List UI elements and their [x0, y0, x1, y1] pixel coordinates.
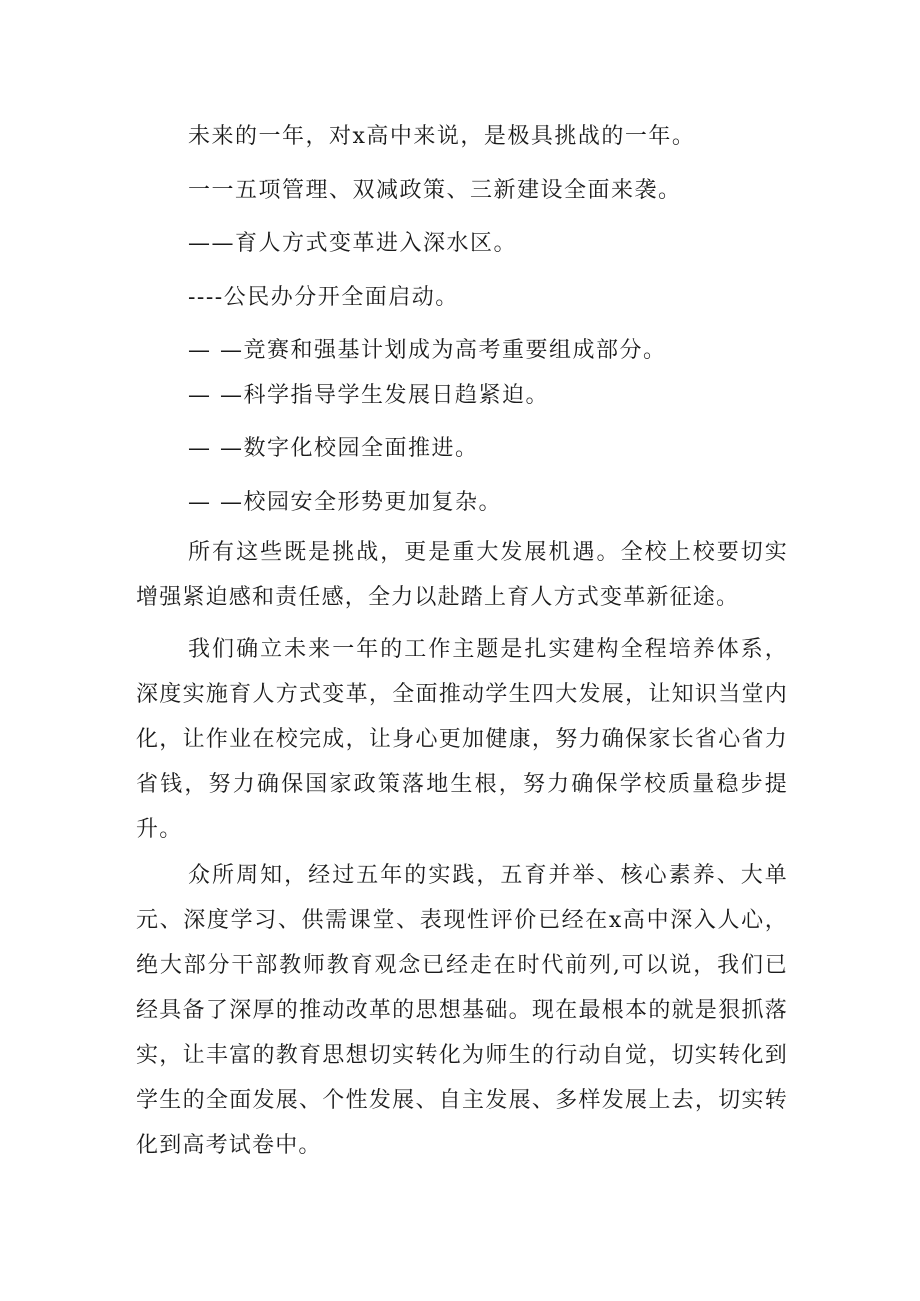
dash-item: 一一五项管理、双减政策、三新建设全面来袭。: [188, 178, 682, 203]
dash-item: — —竞赛和强基计划成为高考重要组成部分。: [188, 338, 667, 363]
dash-item: — —数字化校园全面推进。: [188, 436, 479, 461]
dash-item: ——育人方式变革进入深水区。: [188, 231, 518, 256]
dash-item: — —科学指导学生发展日趋紧迫。: [188, 383, 549, 408]
dash-item: ----公民办分开全面启动。: [188, 285, 459, 310]
body-paragraph: 众所周知，经过五年的实践，五育并举、核心素养、大单元、深度学习、供需课堂、表现性评价已经在x高中深入人心，绝大部分干部教师教育观念已经走在时代前列,可以说，我们已经具备了深厚的推动改革的思想基础。现在最根本的就是狠抓落实，让丰富的教育思想切实转化为师生的行动自觉，切实转化到学生的全面发展、个性发展、自主发展、多样发展上去，切实转化到高考试卷中。: [136, 863, 788, 1158]
dash-item: — —校园安全形势更加复杂。: [188, 490, 502, 515]
body-paragraph: 我们确立未来一年的工作主题是扎实建构全程培养体系，深度实施育人方式变革，全面推动学生四大发展，让知识当堂内化，让作业在校完成，让身心更加健康，努力确保家长省心省力省钱，努力确保国家政策落地生根，努力确保学校质量稳步提升。: [136, 637, 788, 842]
intro-line: 未来的一年，对x高中来说，是极具挑战的一年。: [188, 124, 696, 149]
body-paragraph: 所有这些既是挑战，更是重大发展机遇。全校上校要切实增强紧迫感和责任感，全力以赴踏上育人方式变革新征途。: [136, 540, 788, 610]
